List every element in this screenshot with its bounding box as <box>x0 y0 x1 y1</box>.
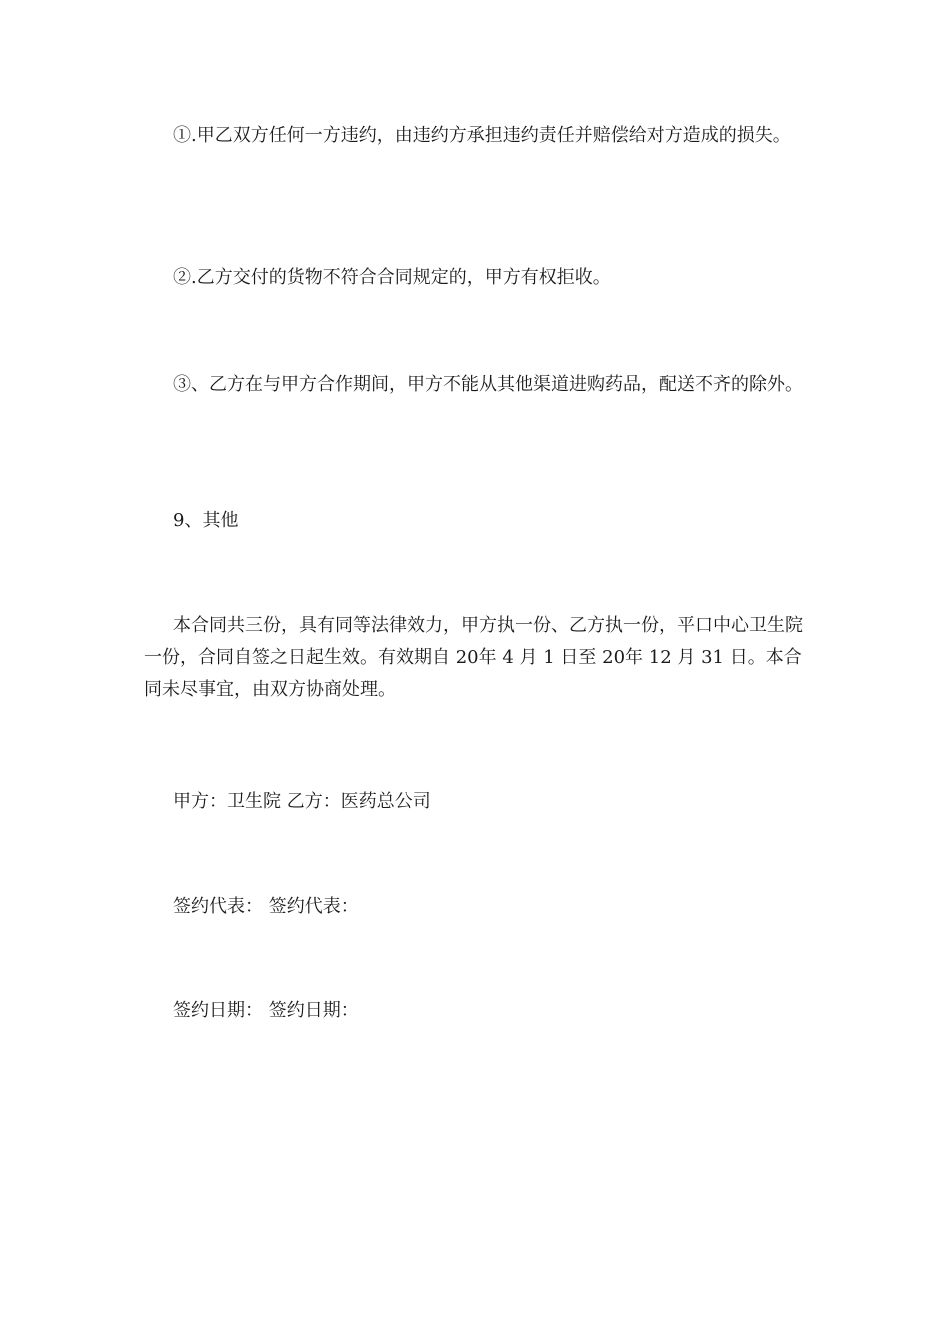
clause-exclusive-supply: ③、乙方在与甲方合作期间，甲方不能从其他渠道进购药品，配送不齐的除外。 <box>173 374 803 395</box>
clause-copies-validity: 本合同共三份，具有同等法律效力，甲方执一份、乙方执一份，平口中心卫生院一份，合同自签之日起生效。有效期自 20年 4 月 1 日至 20年 12 月 31 日。本合同未尽事宜，由双方协商处理。 <box>144 615 803 700</box>
signing-date-line: 签约日期： 签约日期： <box>173 1000 359 1021</box>
signatory-line: 签约代表： 签约代表： <box>173 896 359 917</box>
clause-goods-rejection: ②.乙方交付的货物不符合合同规定的，甲方有权拒收。 <box>173 267 611 288</box>
section-heading-other: 9、其他 <box>173 510 239 531</box>
parties-line: 甲方：卫生院 乙方：医药总公司 <box>173 791 431 812</box>
clause-breach-liability: ①.甲乙双方任何一方违约，由违约方承担违约责任并赔偿给对方造成的损失。 <box>173 125 791 146</box>
